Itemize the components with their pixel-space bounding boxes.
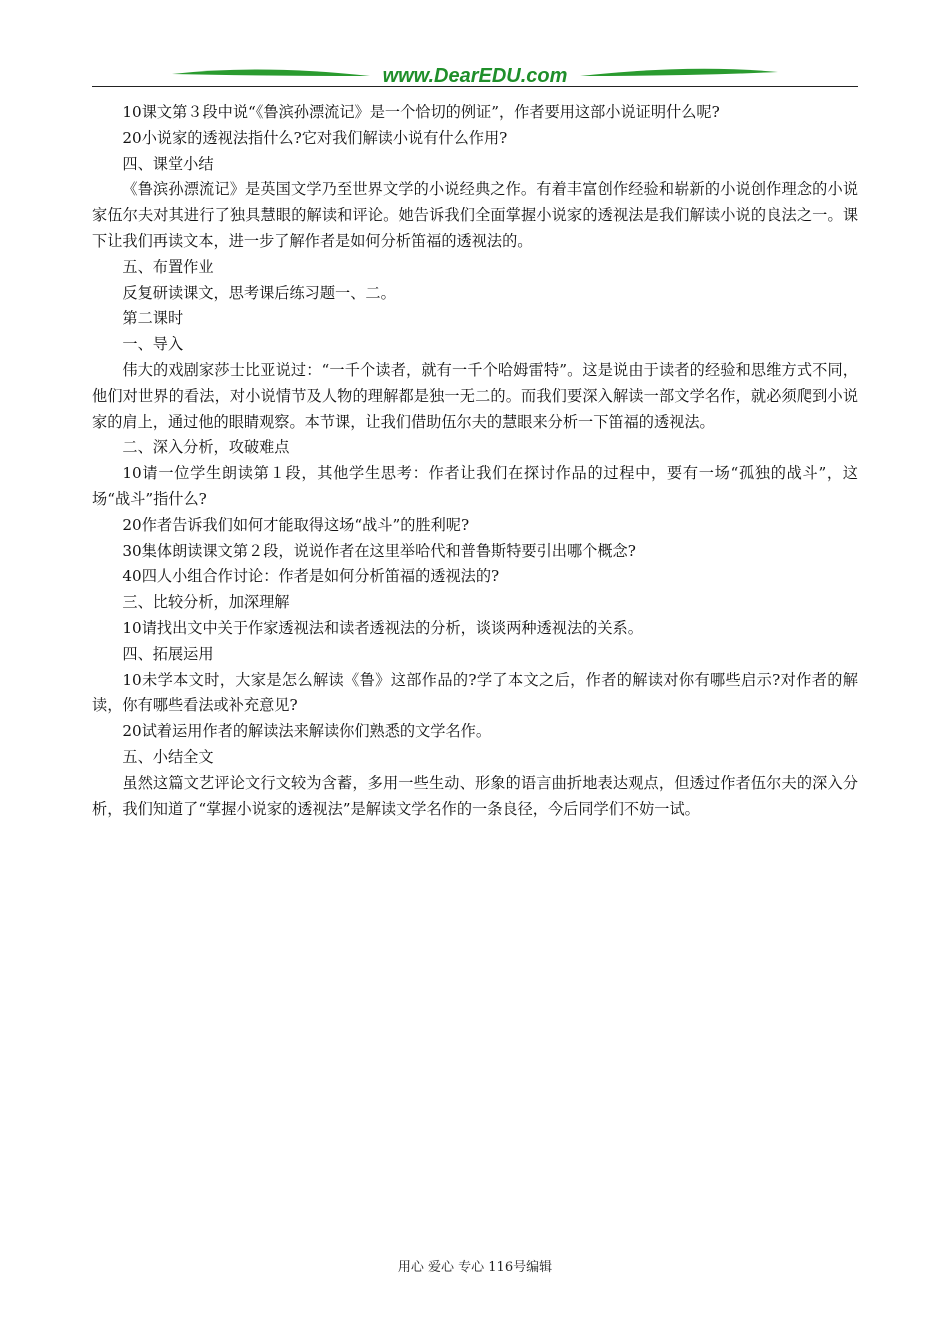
section-heading: 四、拓展运用 [122, 644, 214, 663]
section-heading: 第二课时 [122, 309, 184, 328]
paragraph: 30集体朗读课文第２段，说说作者在这里举哈代和普鲁斯特要引出哪个概念? [122, 541, 636, 560]
paragraph: 10课文第３段中说“《鲁滨孙漂流记》是一个恰切的例证”，作者要用这部小说证明什么呢? [122, 103, 720, 121]
paragraph: 反复研读课文，思考课后练习题一、二。 [122, 283, 396, 302]
paragraph: 20小说家的透视法指什么?它对我们解读小说有什么作用? [122, 128, 508, 147]
section-heading: 四、课堂小结 [122, 154, 214, 173]
document-body [92, 100, 858, 822]
paragraph: 20试着运用作者的解读法来解读你们熟悉的文学名作。 [122, 722, 492, 741]
site-logo [170, 62, 780, 88]
site-logo-graphic [170, 62, 780, 88]
paragraph: 《鲁滨孙漂流记》是英国文学乃至世界文学的小说经典之作。有着丰富创作经验和崭新的小说创作理念的小说家伍尔夫对其进行了独具慧眼的解读和评论。她告诉我们全面掌握小说家的透视法是我们解读小说的良法之一。课下让我们再读文本，进一步了解作者是如何分析笛福的透视法的。 [92, 180, 858, 250]
paragraph: 10请一位学生朗读第１段，其他学生思考：作者让我们在探讨作品的过程中，要有一场“孤独的战斗”，这场“战斗”指什么? [92, 464, 858, 508]
header-rule [92, 86, 858, 87]
paragraph: 虽然这篇文艺评论文行文较为含蓄，多用一些生动、形象的语言曲折地表达观点，但透过作者伍尔夫的深入分析，我们知道了“掌握小说家的透视法”是解读文学名作的一条良径，今后同学们不妨一试。 [92, 773, 858, 818]
section-heading: 五、布置作业 [122, 257, 214, 276]
paragraph: 10未学本文时，大家是怎么解读《鲁》这部作品的?学了本文之后，作者的解读对你有哪些启示?对作者的解读，你有哪些看法或补充意见? [92, 670, 858, 715]
paragraph: 40四人小组合作讨论：作者是如何分析笛福的透视法的? [122, 567, 500, 586]
logo-text: www.DearEDU.com [382, 65, 568, 87]
paragraph: 20作者告诉我们如何才能取得这场“战斗”的胜利呢? [122, 515, 470, 534]
page-footer: 用心 爱心 专心 116号编辑 [397, 1260, 553, 1275]
section-heading: 二、深入分析，攻破难点 [122, 438, 290, 457]
section-heading: 一、导入 [122, 335, 184, 354]
paragraph: 10请找出文中关于作家透视法和读者透视法的分析，谈谈两种透视法的关系。 [122, 618, 643, 637]
section-heading: 三、比较分析，加深理解 [122, 593, 290, 612]
paragraph: 伟大的戏剧家莎士比亚说过：“一千个读者，就有一千个哈姆雷特”。这是说由于读者的经验和思维方式不同，他们对世界的看法，对小说情节及人物的理解都是独一无二的。而我们要深入解读一部文学名作，就必须爬到小说家的肩上，通过他的眼睛观察。本节课，让我们借助伍尔夫的慧眼来分析一下笛福的透视法。 [92, 360, 858, 431]
section-heading: 五、小结全文 [122, 747, 214, 766]
